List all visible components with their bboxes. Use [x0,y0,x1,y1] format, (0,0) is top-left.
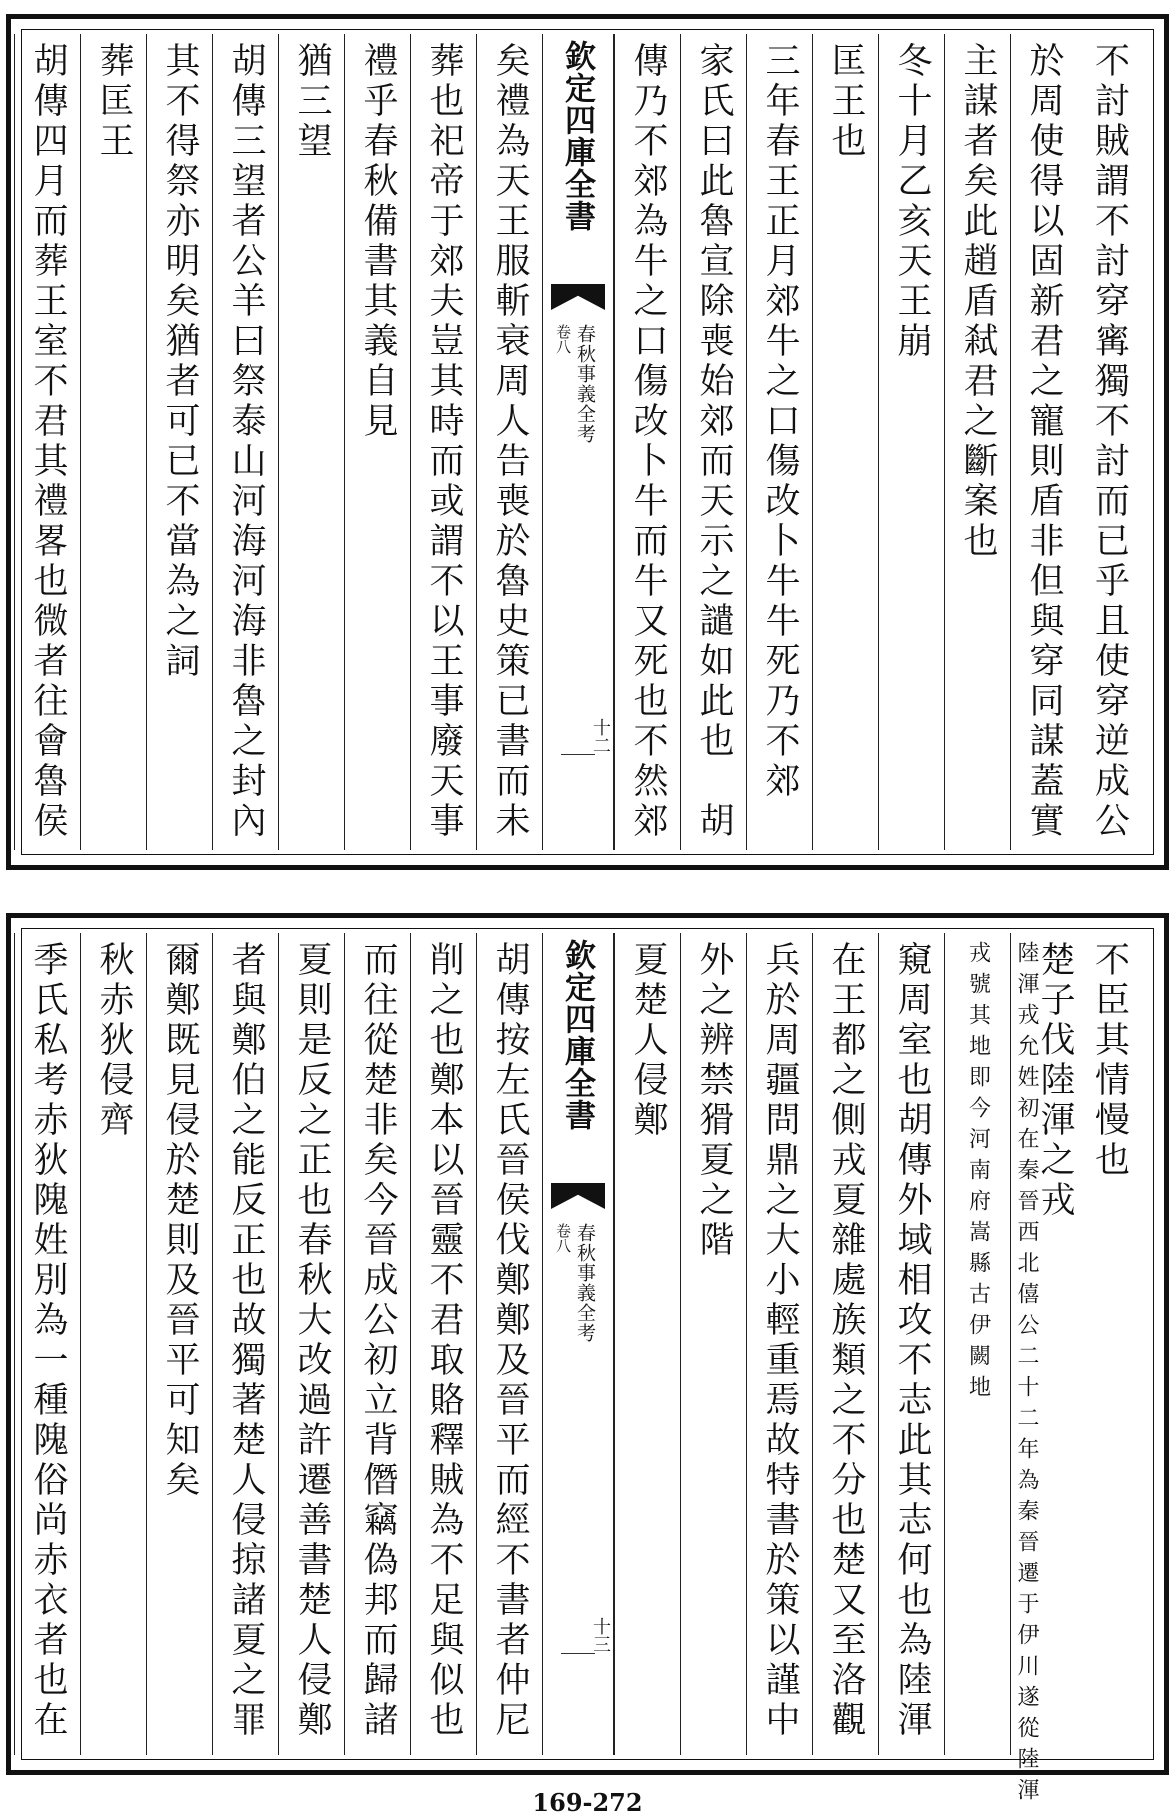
column-text: 其不得祭亦明矣猶者可已不當為之詞 [160,42,200,682]
running-header [542,933,614,1755]
text-column [344,933,410,1755]
book-title: 欽定四庫全書 [559,939,595,1131]
sub-title: 春秋事義全考 [574,324,596,444]
book-title: 欽定四庫全書 [559,40,595,232]
text-column [410,34,476,850]
text-column [278,34,344,850]
volume-label: 卷八 [554,1223,572,1253]
fishtail-ornament [551,284,605,310]
column-text: 傳乃不郊為牛之口傷改卜牛而牛又死也不然郊 [628,42,668,842]
column-text: 而往從楚非矣今晉成公初立背僭竊偽邦而歸諸 [358,941,398,1741]
text-column [812,34,878,850]
top-page-frame [21,29,1154,855]
text-column [146,933,212,1755]
column-text: 外之辨禁猾夏之階 [694,941,734,1261]
column-text: 冬十月乙亥天王崩 [892,42,932,362]
text-column [80,933,146,1755]
column-text: 三年春王正月郊牛之口傷改卜牛牛死乃不郊 [760,42,800,802]
text-column [746,933,812,1755]
text-column [878,933,944,1755]
column-text: 胡傳四月而葬王室不君其禮畧也微者往會魯侯 [28,42,68,842]
column-text: 胡傳三望者公羊曰祭泰山河海河海非魯之封內 [226,42,266,842]
text-column [1076,34,1142,850]
text-column [812,933,878,1755]
column-text: 於周使得以固新君之寵則盾非但與穿同謀蓋實 [1024,42,1064,842]
text-column [146,34,212,850]
column-text: 匡王也 [826,42,866,162]
divider [561,1653,595,1654]
text-column [80,34,146,850]
text-column [680,34,746,850]
text-column [1076,933,1142,1755]
volume-label: 卷八 [554,324,572,354]
column-text: 胡傳按左氏晉侯伐鄭鄭及晉平而經不書者仲尼 [490,941,530,1741]
column-text: 窺周室也胡傳外域相攻不志此其志何也為陸渾 [892,941,932,1741]
text-column [944,34,1010,850]
text-column [944,933,1010,1755]
column-text: 者與鄭伯之能反正也故獨著楚人侵掠諸夏之罪 [226,941,266,1741]
column-text: 楚子伐陸渾之戎 [1035,941,1075,1221]
text-column [614,933,680,1755]
column-text: 在王都之側戎夏雜處族類之不分也楚又至洛觀 [826,941,866,1741]
text-column [14,933,80,1755]
text-column [878,34,944,850]
column-text: 猶三望 [292,42,332,162]
column-text: 家氏曰此魯宣除喪始郊而天示之譴如此也 胡 [694,42,734,842]
top-page [6,14,1169,870]
column-text: 夏楚人侵鄭 [628,941,668,1141]
text-column [212,933,278,1755]
text-column [1010,34,1076,850]
divider [561,754,595,755]
text-column [278,933,344,1755]
column-text: 夏則是反之正也春秋大改過許遷善書楚人侵鄭 [292,941,332,1741]
column-text: 不臣其情慢也 [1089,941,1130,1181]
text-column [410,933,476,1755]
column-text: 兵於周疆問鼎之大小輕重焉故特書於策以謹中 [760,941,800,1741]
column-text: 不討賊謂不討穿寗獨不討而已乎且使穿逆成公 [1089,42,1130,842]
text-column [212,34,278,850]
column-text: 主謀者矣此趙盾弒君之斷案也 [958,42,998,562]
column-text: 季氏私考赤狄隗姓別為一種隗俗尚赤衣者也在 [28,941,68,1741]
text-column [680,933,746,1755]
text-column [746,34,812,850]
running-header [542,34,614,850]
column-text: 葬也祀帝于郊夫豈其時而或謂不以王事廢天事 [424,42,464,842]
page-number: 169-272 [532,1788,643,1817]
annotation-note: 陸渾戎允姓初在秦晉西北僖公二十二年為秦晉遷于伊川遂從陸渾 [1014,941,1039,1809]
fishtail-ornament [551,1183,605,1209]
text-column [344,34,410,850]
text-column [14,34,80,850]
column-text: 爾鄭既見侵於楚則及晉平可知矣 [160,941,200,1501]
column-text: 禮乎春秋備書其義自見 [358,42,398,442]
text-column [1010,933,1076,1809]
text-column [476,34,542,850]
text-column [476,933,542,1755]
folio-number: 十二 [590,718,611,754]
column-text: 葬匡王 [94,42,134,162]
annotation-note: 戎號其地即今河南府嵩縣古伊闕地 [965,941,991,1406]
column-text: 矣禮為天王服斬衰周人告喪於魯史策已書而未 [490,42,530,842]
column-text: 秋赤狄侵齊 [94,941,134,1141]
folio-number: 十三 [590,1617,611,1653]
text-column [614,34,680,850]
column-text: 削之也鄭本以晉靈不君取賂釋賊為不足與似也 [424,941,464,1741]
sub-title: 春秋事義全考 [574,1223,596,1343]
